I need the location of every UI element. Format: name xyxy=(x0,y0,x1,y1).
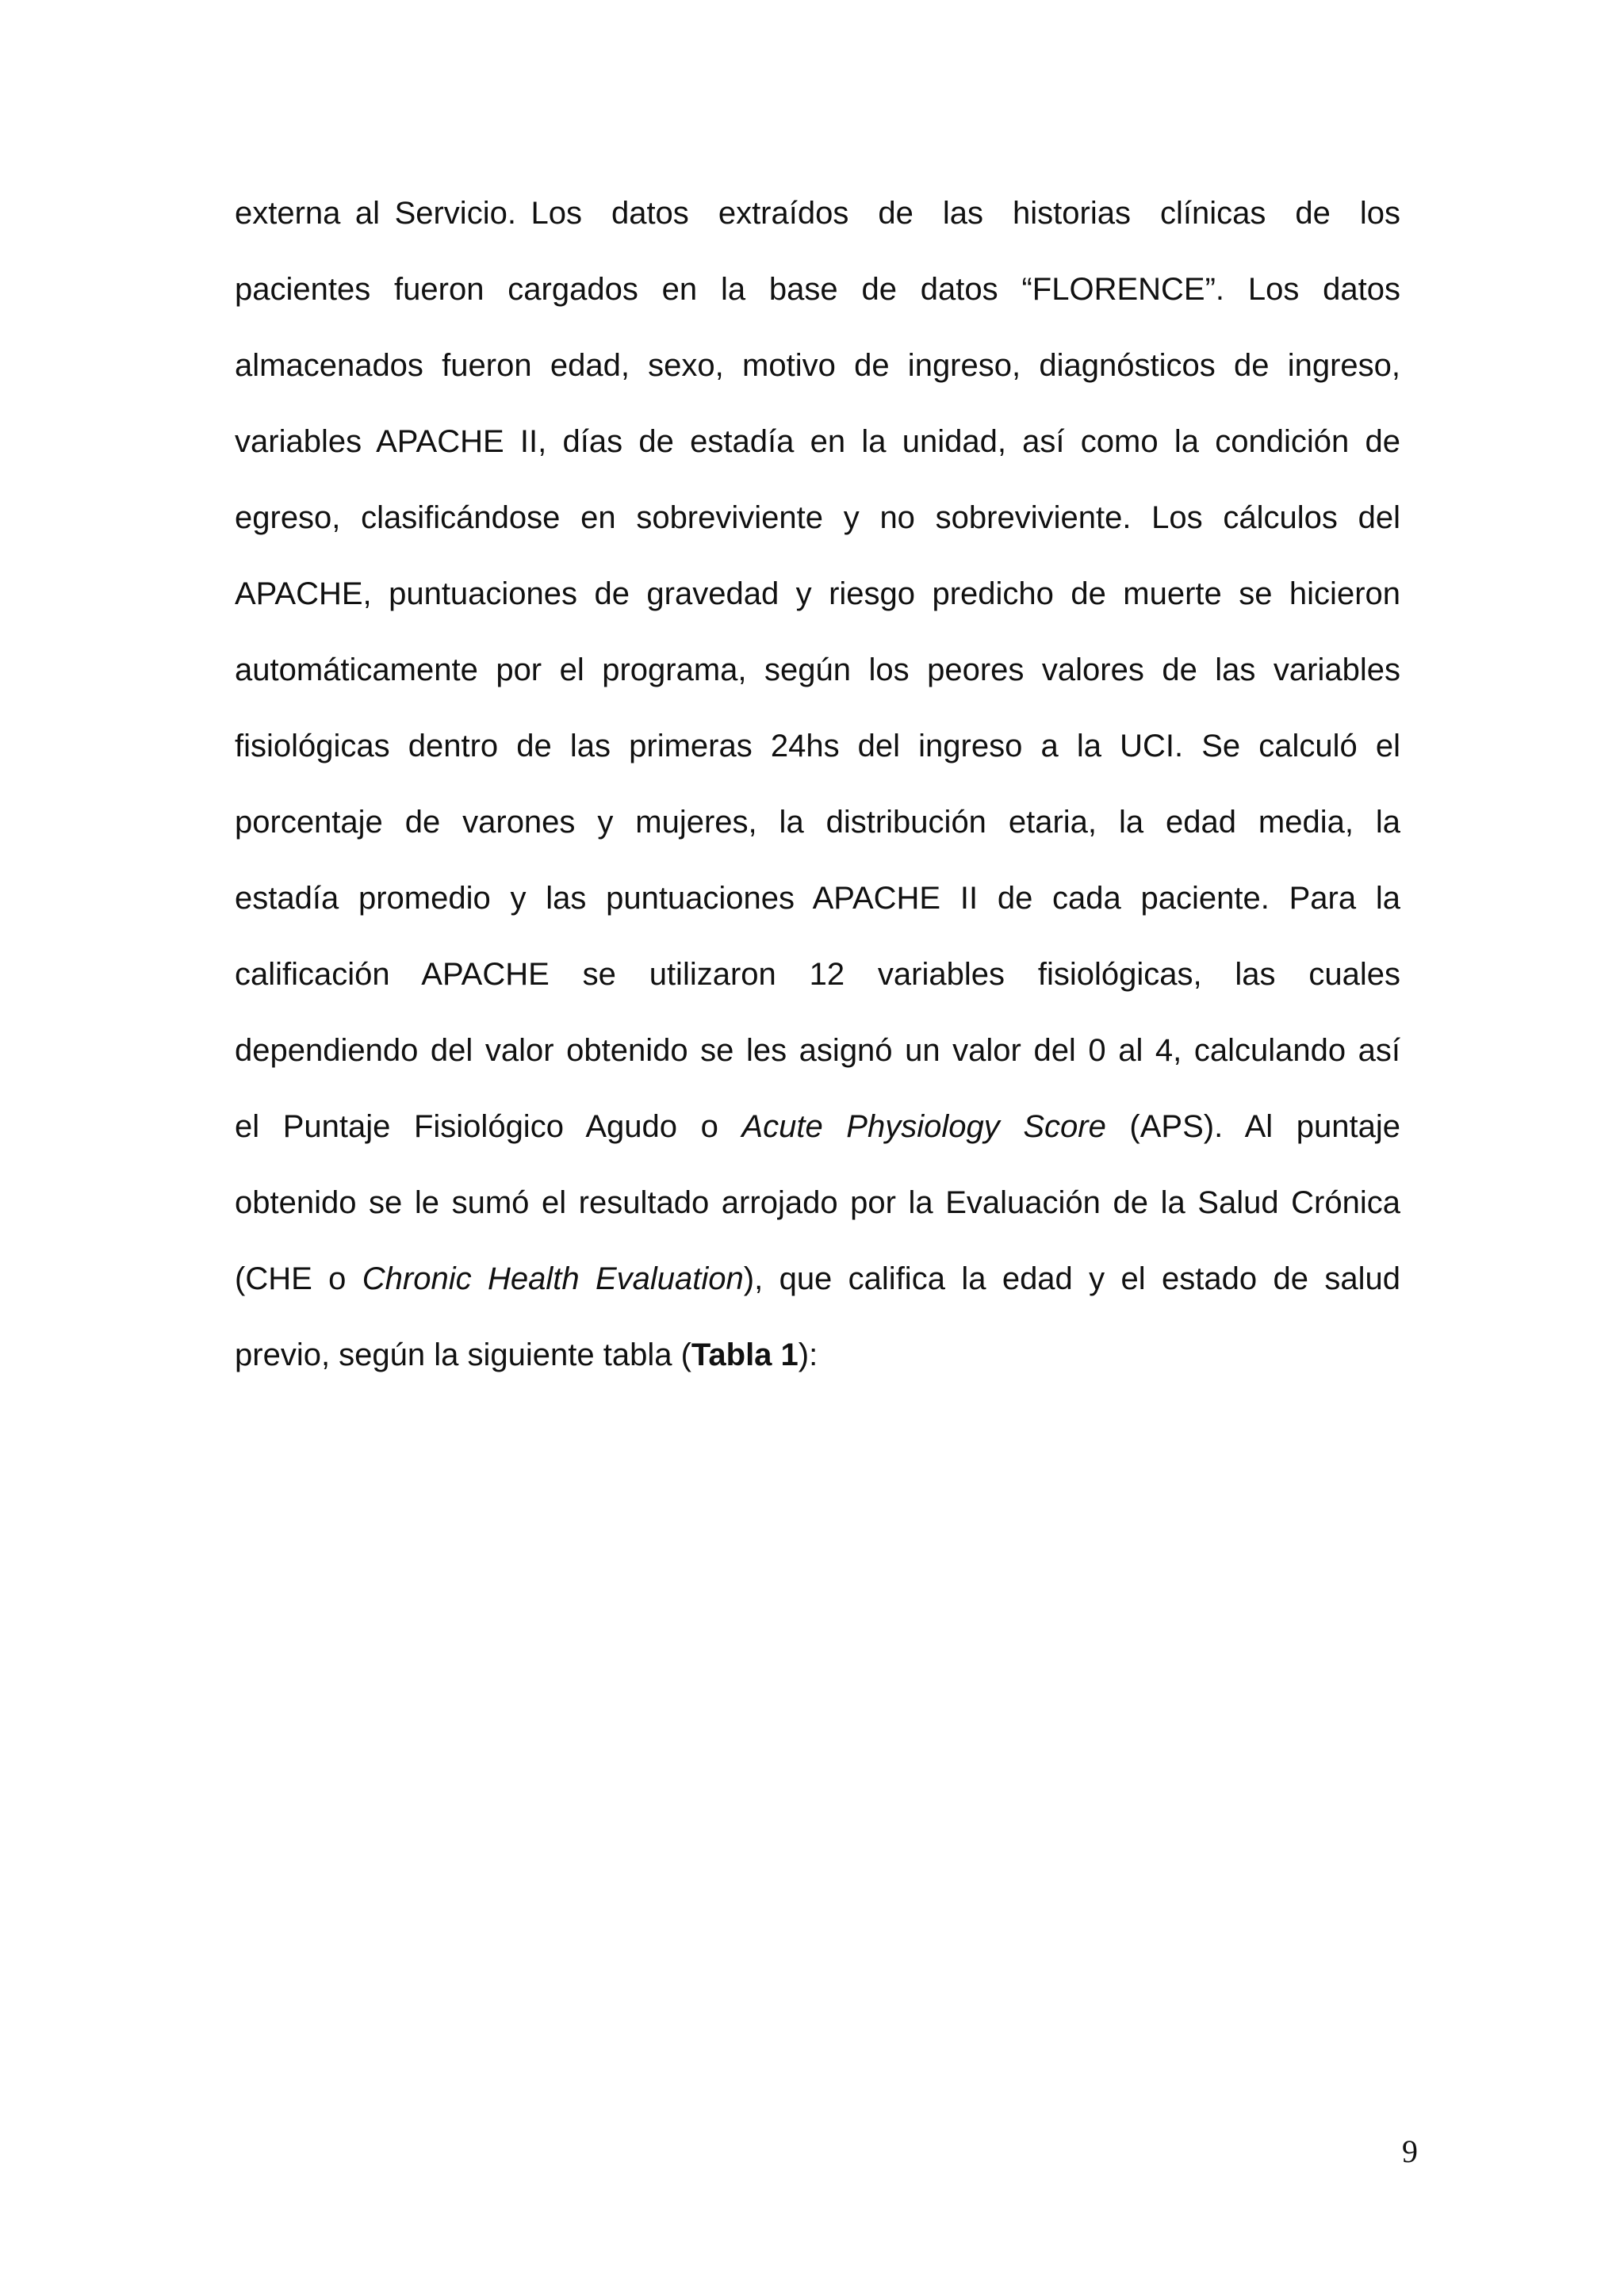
text-segment: ), que califica la edad y el estado de salud xyxy=(743,1261,1401,1296)
text-segment: (CHE o xyxy=(235,1261,362,1296)
text-line xyxy=(235,491,1400,567)
bold-reference: Tabla 1 xyxy=(691,1337,799,1372)
text-line xyxy=(235,947,1400,1024)
text-line xyxy=(235,643,1400,719)
text-segment: obtenido se le sumó el resultado arrojado por la Evaluación de la Salud Crónica xyxy=(235,1185,1400,1220)
text-segment: calificación APACHE se utilizaron 12 variables fisiológicas, las cuales xyxy=(235,957,1400,992)
text-line xyxy=(235,186,1400,262)
text-segment: dependiendo del valor obtenido se les asignó un valor del 0 al 4, calculando así xyxy=(235,1033,1400,1068)
text-segment: previo, según la siguiente tabla ( xyxy=(235,1337,691,1372)
text-segment: externa al Servicio. Los datos extraídos de las historias clínicas de los xyxy=(235,196,1400,231)
text-segment: estadía promedio y las puntuaciones APACHE II de cada paciente. Para la xyxy=(235,881,1400,916)
text-segment: porcentaje de varones y mujeres, la distribución etaria, la edad media, la xyxy=(235,805,1400,840)
text-segment: APACHE, puntuaciones de gravedad y riesgo predicho de muerte se hicieron xyxy=(235,576,1400,611)
text-segment: variables APACHE II, días de estadía en la unidad, así como la condición de xyxy=(235,424,1400,459)
text-line xyxy=(235,1024,1400,1100)
text-line xyxy=(235,415,1400,491)
text-line xyxy=(235,1252,1400,1328)
text-line xyxy=(235,719,1400,795)
text-line xyxy=(235,1100,1400,1176)
italic-term: Chronic Health Evaluation xyxy=(362,1261,744,1296)
text-line xyxy=(235,1176,1400,1252)
text-segment: automáticamente por el programa, según los peores valores de las variables xyxy=(235,652,1400,687)
text-segment: egreso, clasificándose en sobreviviente y no sobreviviente. Los cálculos del xyxy=(235,500,1400,535)
text-line xyxy=(235,262,1400,339)
text-segment: (APS). Al puntaje xyxy=(1105,1109,1400,1144)
text-line xyxy=(235,871,1400,947)
text-line xyxy=(235,1328,1400,1404)
text-line xyxy=(235,567,1400,643)
text-segment: almacenados fueron edad, sexo, motivo de ingreso, diagnósticos de ingreso, xyxy=(235,348,1400,383)
body-paragraph xyxy=(235,186,1400,1404)
text-segment: ): xyxy=(798,1337,818,1372)
text-segment: fisiológicas dentro de las primeras 24hs del ingreso a la UCI. Se calculó el xyxy=(235,729,1400,763)
page-number: 9 xyxy=(1402,2133,1418,2169)
italic-term: Acute Physiology Score xyxy=(741,1109,1106,1144)
text-line xyxy=(235,795,1400,871)
text-line xyxy=(235,339,1400,415)
text-segment: pacientes fueron cargados en la base de datos “FLORENCE”. Los datos xyxy=(235,272,1400,307)
text-segment: el Puntaje Fisiológico Agudo o xyxy=(235,1109,742,1144)
